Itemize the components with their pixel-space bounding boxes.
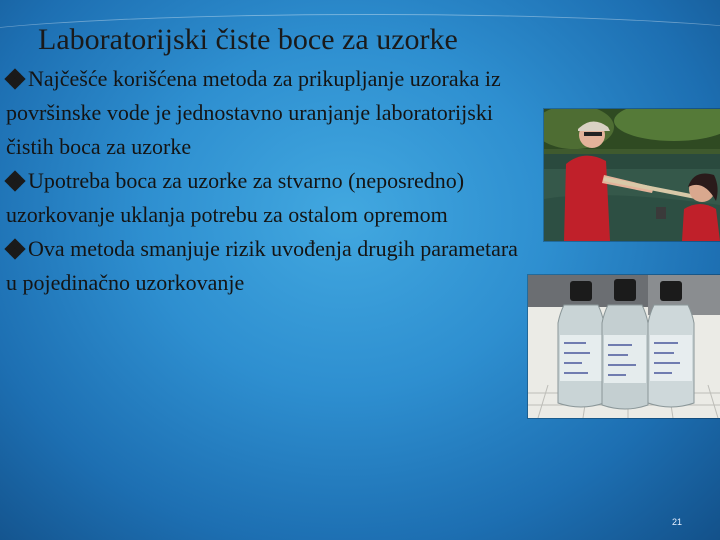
bullet-item — [6, 62, 526, 164]
water-sampling-illustration — [544, 109, 720, 241]
photo-sample-bottles — [527, 274, 720, 419]
bullet-item — [6, 164, 526, 232]
sample-bottles-illustration — [528, 275, 720, 418]
four-diamond-bullet-icon — [6, 70, 24, 88]
bullet-text: Upotreba boca za uzorke za stvarno (neposredno) uzorkovanje uklanja potrebu za ostalom opremom — [6, 168, 465, 227]
bullet-list — [6, 62, 526, 300]
photo-water-sampling — [543, 108, 720, 242]
bullet-item — [6, 232, 526, 300]
slide-title: Laboratorijski čiste boce za uzorke — [38, 23, 458, 56]
page-number: 21 — [672, 517, 683, 527]
bullet-text: Ova metoda smanjuje rizik uvođenja drugih parametara u pojedinačno uzorkovanje — [6, 236, 518, 295]
four-diamond-bullet-icon — [6, 240, 24, 258]
four-diamond-bullet-icon — [6, 172, 24, 190]
bullet-text: Najčešće korišćena metoda za prikupljanje uzoraka iz površinske vode je jednostavno uranjanje laboratorijski čistih boca za uzorke — [6, 66, 501, 159]
